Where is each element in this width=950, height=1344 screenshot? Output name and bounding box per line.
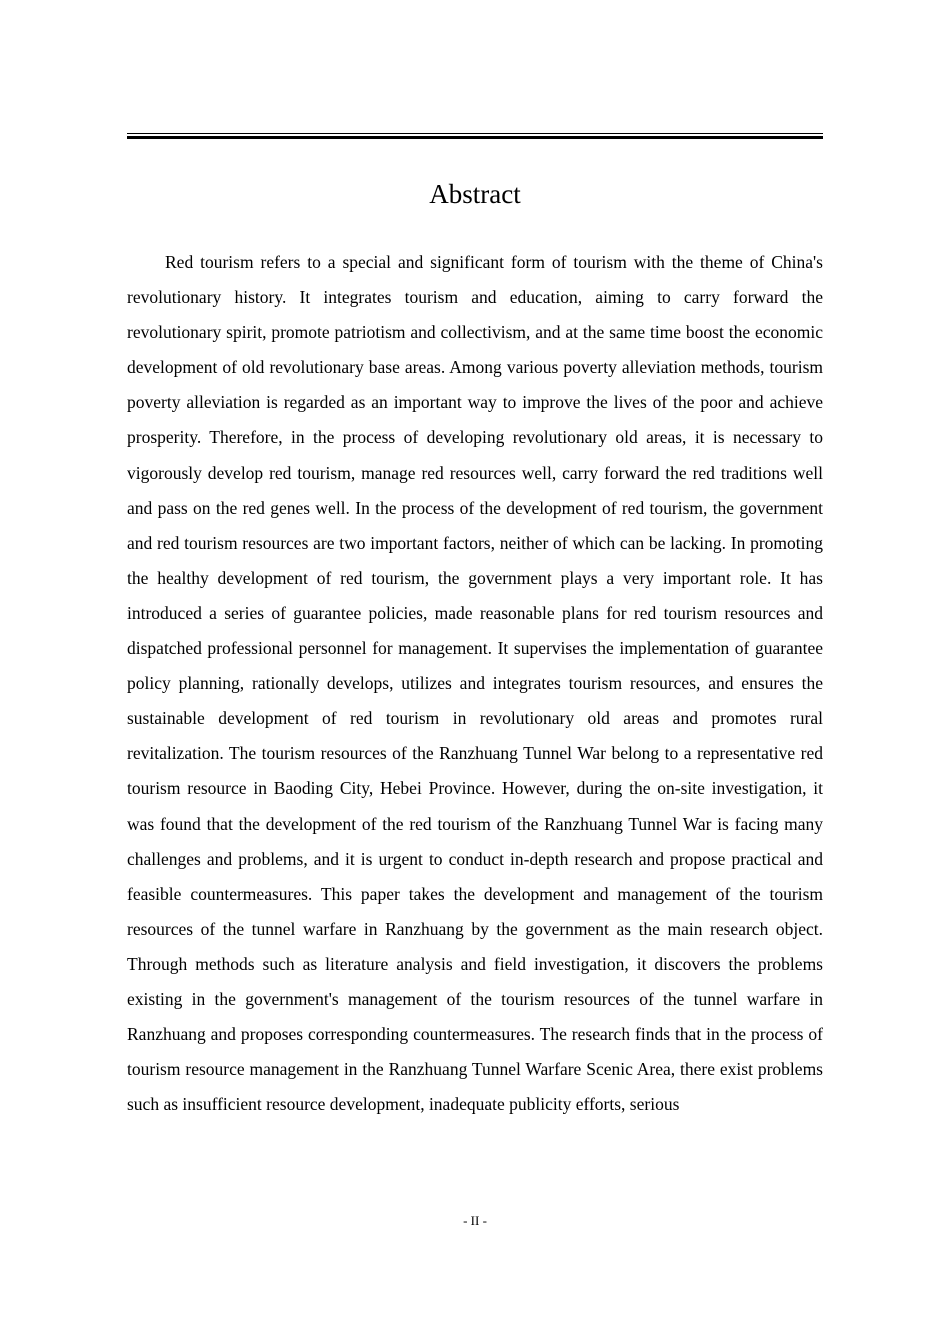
page-title: Abstract [429, 179, 521, 209]
header-double-rule [127, 133, 823, 139]
abstract-paragraph: Red tourism refers to a special and significant form of tourism with the theme of China's revolutionary history. It integrates tourism and education, aiming to carry forward the revolutionary spirit, promote patriotism and collectivism, and at the same time boost the economic development of old revolutionary base areas. Among various poverty alleviation methods, tourism poverty alleviation is regarded as an important way to improve the lives of the poor and achieve prosperity. Therefore, in the process of developing revolutionary old areas, it is necessary to vigorously develop red tourism, manage red resources well, carry forward the red traditions well and pass on the red genes well. In the process of the development of red tourism, the government and red tourism resources are two important factors, neither of which can be lacking. In promoting the healthy development of red tourism, the government plays a very important role. It has introduced a series of guarantee policies, made reasonable plans for red tourism resources and dispatched professional personnel for management. It supervises the implementation of guarantee policy planning, rationally develops, utilizes and integrates tourism resources, and ensures the sustainable development of red tourism in revolutionary old areas and promotes rural revitalization. The tourism resources of the Ranzhuang Tunnel War belong to a representative red tourism resource in Baoding City, Hebei Province. However, during the on-site investigation, it was found that the development of the red tourism of the Ranzhuang Tunnel War is facing many challenges and problems, and it is urgent to conduct in-depth research and propose practical and feasible countermeasures. This paper takes the development and management of the tourism resources of the tunnel warfare in Ranzhuang by the government as the main research object. Through methods such as literature analysis and field investigation, it discovers the problems existing in the government's management of the tourism resources of the tunnel warfare in Ranzhuang and proposes corresponding countermeasures. The research finds that in the process of tourism resource management in the Ranzhuang Tunnel Warfare Scenic Area, there exist problems such as insufficient resource development, inadequate publicity efforts, serious [127, 252, 823, 1115]
page-number: - II - [463, 1213, 487, 1228]
